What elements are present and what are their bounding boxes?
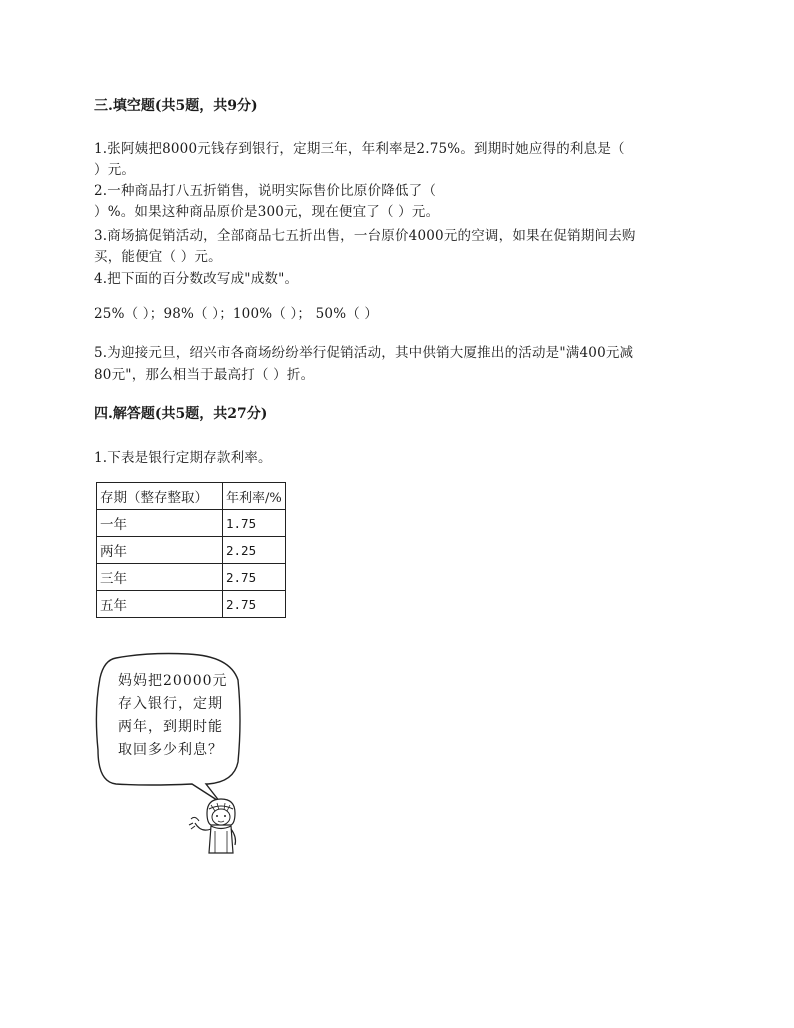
section4-heading: 四.解答题(共5题，共27分) [94, 406, 268, 422]
question-3-1-line2: ）元。 [94, 162, 136, 178]
question-3-3-line1: 3.商场搞促销活动，全部商品七五折出售，一台原价4000元的空调，如果在促销期间去购 [94, 228, 636, 244]
question-3-4-items: 25%（ ）；98%（ ）；100%（ ）； 50%（ ） [94, 306, 379, 322]
question-3-2-line2: ）%。如果这种商品原价是300元，现在便宜了（ ）元。 [94, 204, 440, 220]
table-header-cell: 年利率/% [223, 483, 286, 510]
table-cell: 2.75 [223, 564, 286, 591]
table-cell: 2.75 [223, 591, 286, 618]
girl-illustration [185, 795, 255, 855]
question-3-5-line2: 80元"，那么相当于最高打（ ）折。 [94, 367, 315, 383]
table-header-cell: 存期（整存整取） [97, 483, 223, 510]
table-cell: 1.75 [223, 510, 286, 537]
speech-bubble-text: 妈妈把20000元存入银行，定期两年，到期时能取回多少利息？ [118, 673, 228, 758]
question-3-1-line1: 1.张阿姨把8000元钱存到银行，定期三年，年利率是2.75%。到期时她应得的利息是（ [94, 141, 625, 157]
table-row [97, 537, 286, 564]
interest-rate-table [96, 482, 286, 618]
question-3-2-line1: 2.一种商品打八五折销售，说明实际售价比原价降低了（ [94, 183, 437, 199]
question-4-1-line1: 1.下表是银行定期存款利率。 [94, 450, 272, 466]
table-cell: 五年 [97, 591, 223, 618]
table-cell: 2.25 [223, 537, 286, 564]
section3-heading: 三.填空题(共5题，共9分) [94, 98, 258, 114]
table-cell: 两年 [97, 537, 223, 564]
table-cell: 一年 [97, 510, 223, 537]
table-row [97, 510, 286, 537]
table-row [97, 591, 286, 618]
table-header-row [97, 483, 286, 510]
question-3-5-line1: 5.为迎接元旦，绍兴市各商场纷纷举行促销活动，其中供销大厦推出的活动是"满400元减 [94, 345, 634, 361]
question-3-4-line1: 4.把下面的百分数改写成"成数"。 [94, 271, 299, 287]
table-cell: 三年 [97, 564, 223, 591]
question-3-3-line2: 买，能便宜（ ）元。 [94, 249, 222, 265]
table-row [97, 564, 286, 591]
